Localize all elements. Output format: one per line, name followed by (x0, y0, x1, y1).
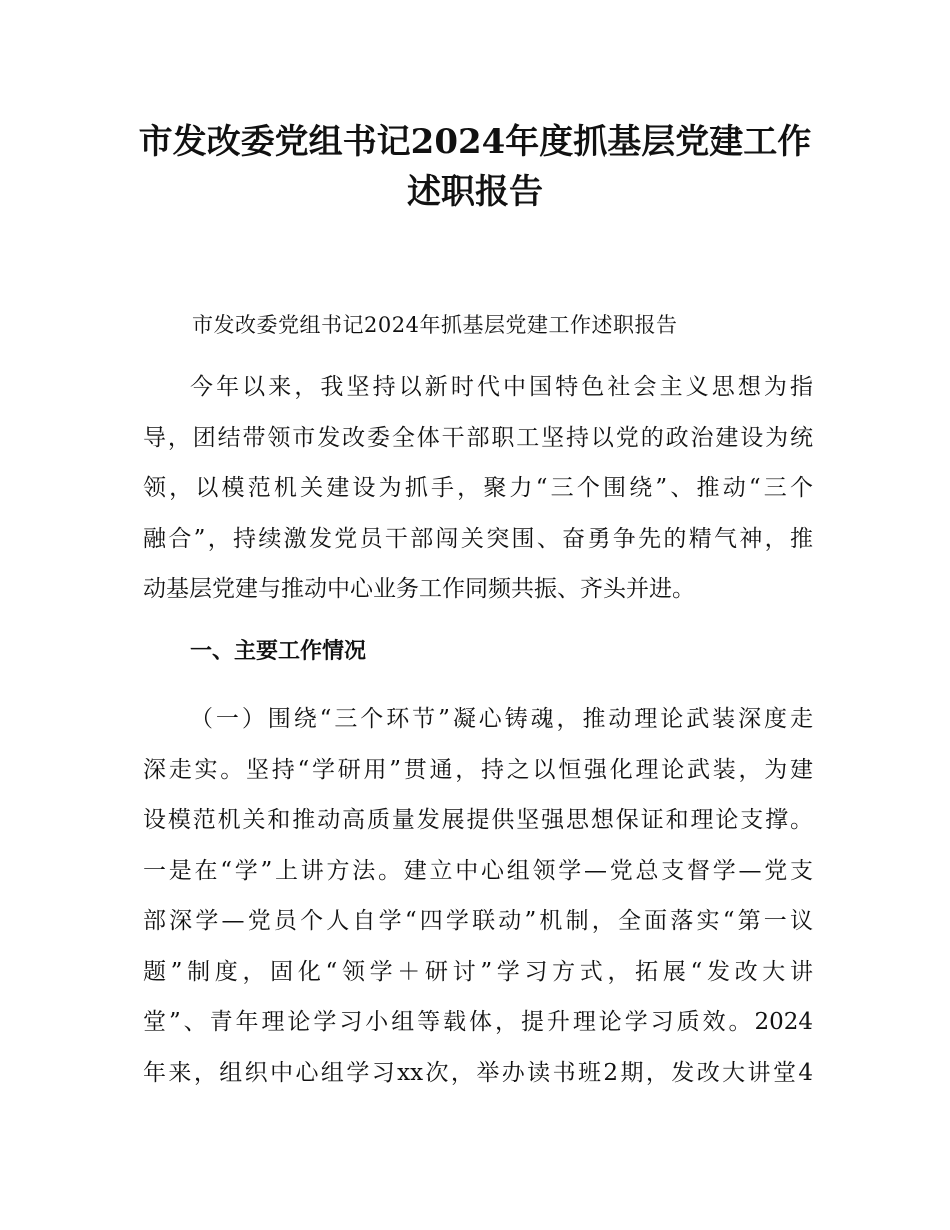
section1-line: 题”制度，固化“领学＋研讨”学习方式，拓展“发改大讲 (143, 958, 813, 985)
section1-line: 设模范机关和推动高质量发展提供坚强思想保证和理论支撑。 (143, 807, 813, 833)
intro-paragraph (143, 362, 813, 615)
document-subtitle: 市发改委党组书记2024年抓基层党建工作述职报告 (192, 313, 678, 337)
section1-line: 深走实。坚持“学研用”贯通，持之以恒强化理论武装，为建 (143, 756, 813, 783)
section1-line: 堂”、青年理论学习小组等载体，提升理论学习质效。2024 (143, 1009, 813, 1035)
section1-line: （一）围绕“三个环节”凝心铸魂，推动理论武装深度走 (190, 706, 813, 732)
intro-line: 今年以来，我坚持以新时代中国特色社会主义思想为指 (190, 374, 813, 400)
document-title-line-2: 述职报告 (407, 172, 543, 212)
section1-line: 部深学—党员个人自学“四学联动”机制，全面落实“第一议 (143, 908, 813, 934)
section1-line: 一是在“学”上讲方法。建立中心组领学—党总支督学—党支 (143, 857, 813, 884)
intro-line: 领，以模范机关建设为抓手，聚力“三个围绕”、推动“三个 (143, 475, 813, 501)
section1-paragraph (143, 694, 813, 1098)
intro-line: 导，团结带领市发改委全体干部职工坚持以党的政治建设为统 (143, 424, 813, 451)
section1-line: 年来，组织中心组学习xx次，举办读书班2期，发改大讲堂4 (143, 1059, 813, 1086)
section-heading: 一、主要工作情况 (190, 639, 367, 664)
document-title-line-1: 市发改委党组书记2024年度抓基层党建工作 (138, 122, 812, 162)
intro-line: 动基层党建与推动中心业务工作同频共振、齐头并进。 (143, 576, 695, 602)
intro-line: 融合”，持续激发党员干部闯关突围、奋勇争先的精气神，推 (143, 525, 813, 552)
